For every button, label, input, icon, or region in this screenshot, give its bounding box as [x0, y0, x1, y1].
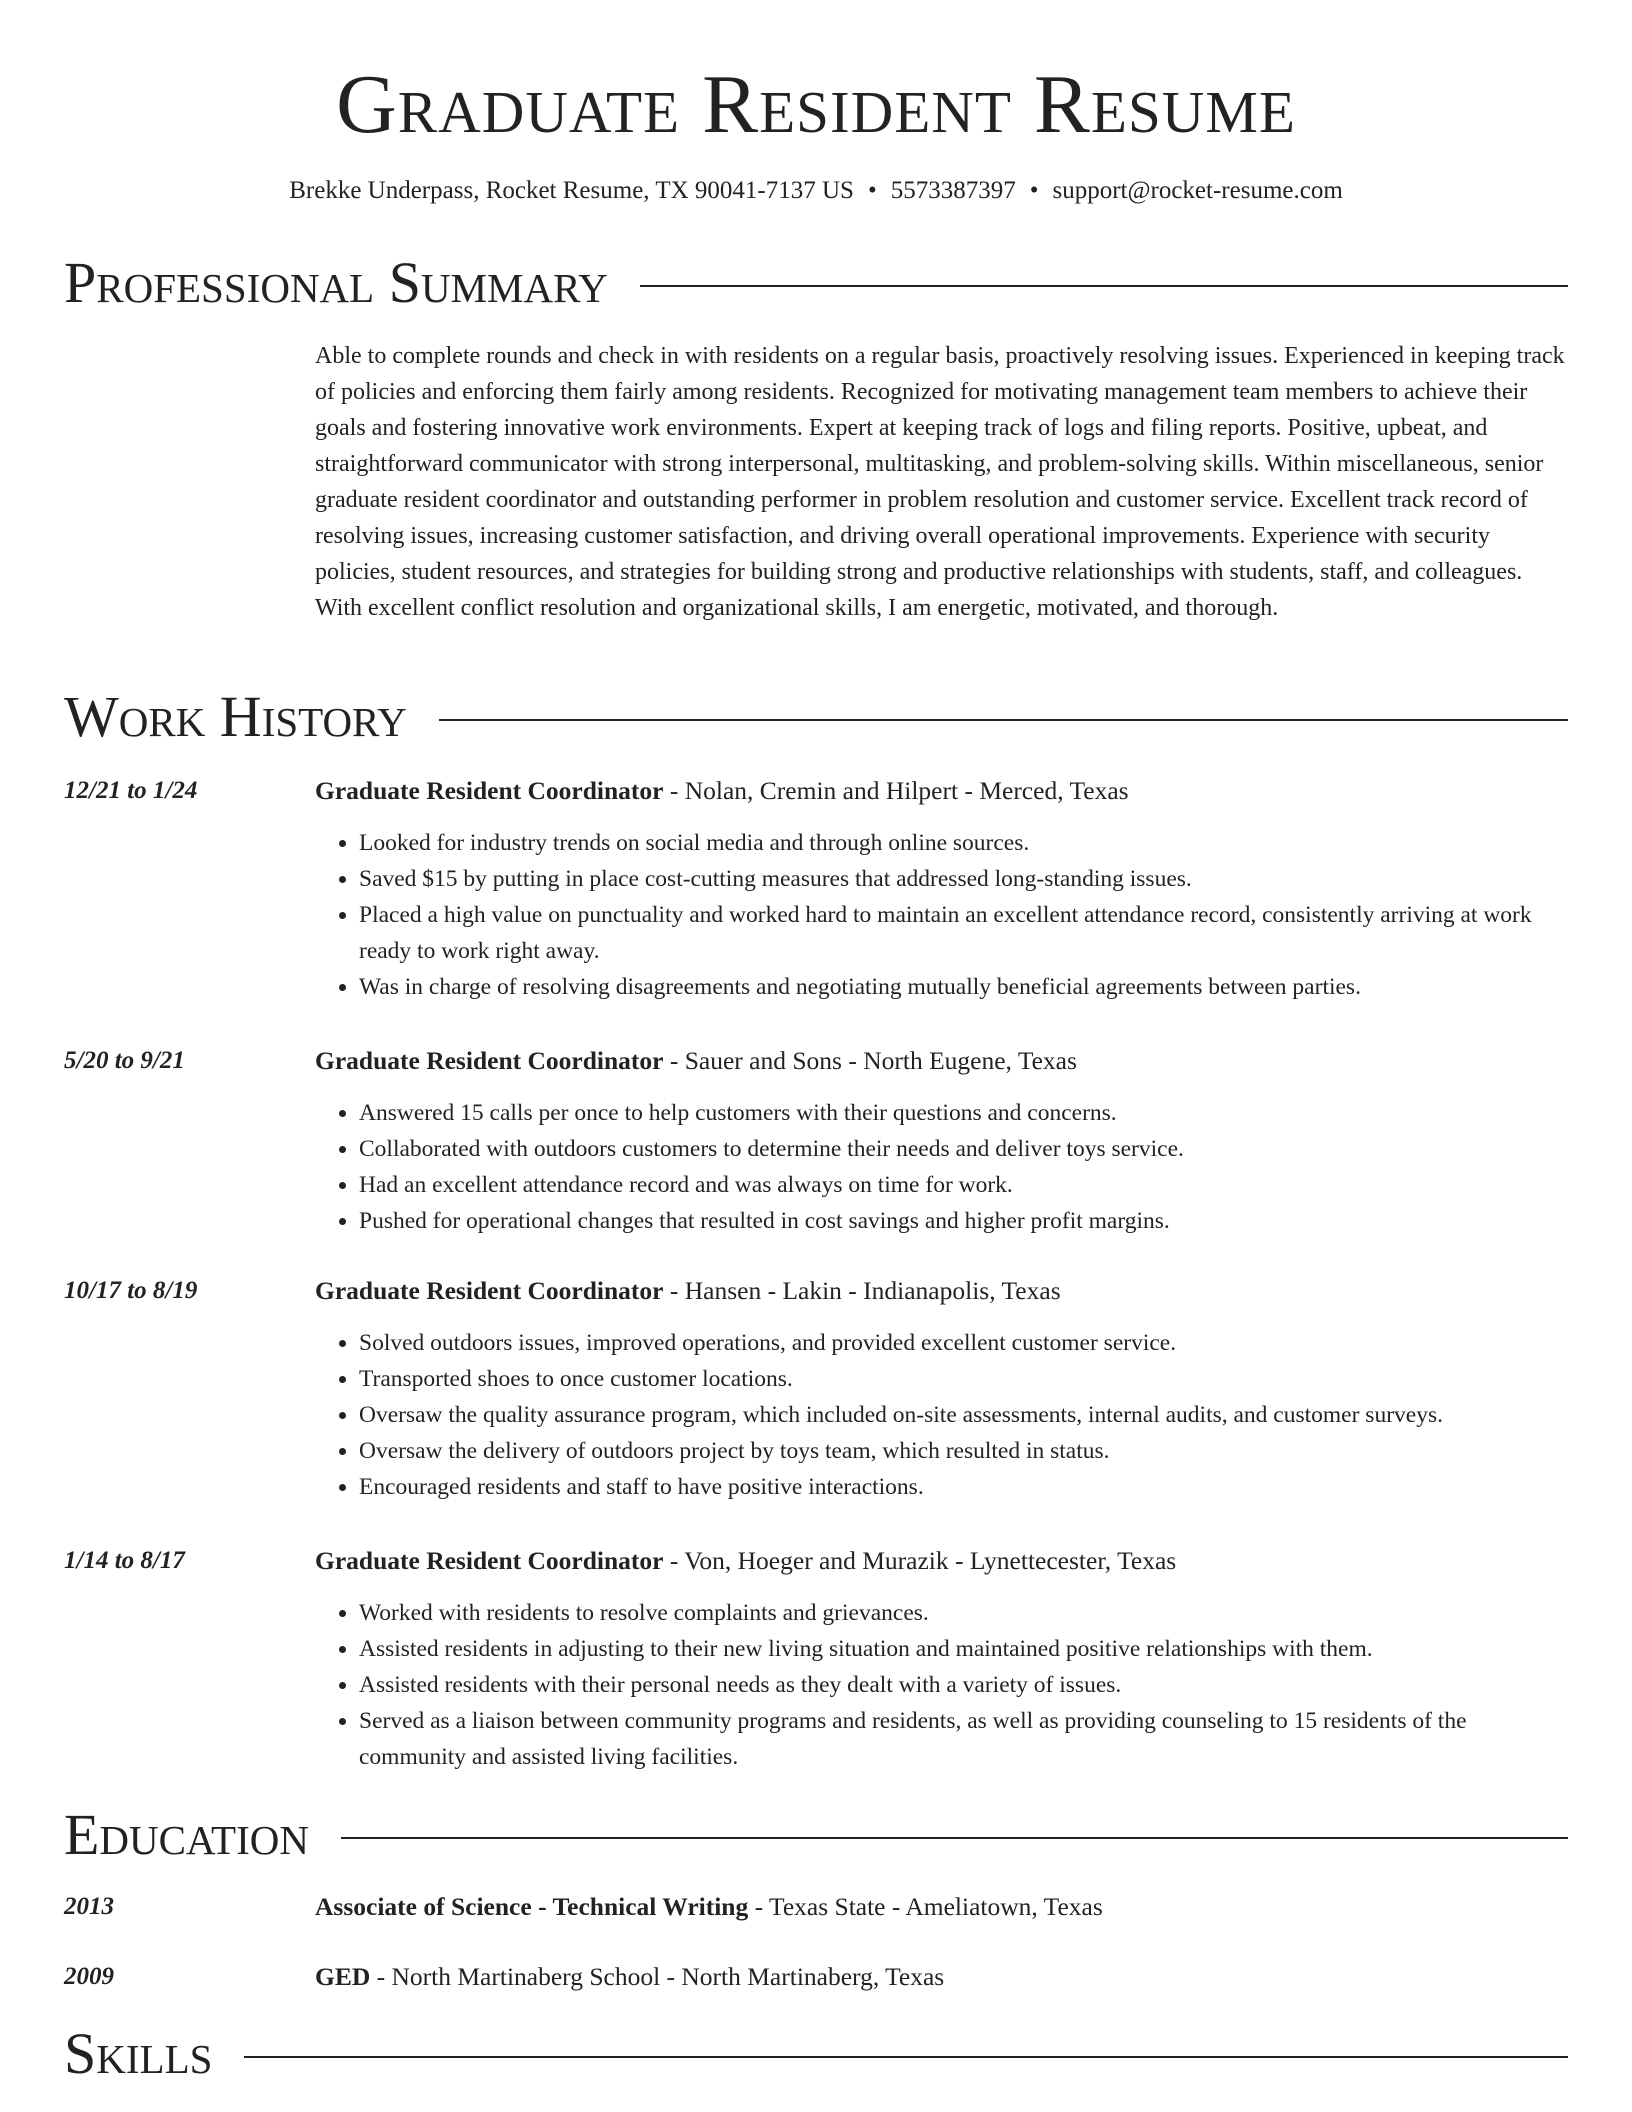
job-bullet: • Collaborated with outdoors customers to determine their needs and deliver toys service.	[359, 1131, 1570, 1167]
education-year: 2013	[64, 1893, 114, 1920]
job-employer: - Hansen - Lakin - Indianapolis, Texas	[663, 1276, 1061, 1305]
education-year: 2009	[64, 1963, 114, 1990]
education-heading	[315, 1959, 1570, 1995]
contact-email: support@rocket-resume.com	[1052, 177, 1343, 204]
job-bullet: • Was in charge of resolving disagreements and negotiating mutually beneficial agreements between parties.	[359, 969, 1570, 1005]
contact-separator: •	[1029, 177, 1039, 204]
summary-paragraph: Able to complete rounds and check in with residents on a regular basis, proactively resolving issues. Experienced in keeping track of policies and enforcing them fairly among residents. Recognized for motivating management team members to achieve their goals and fostering innovative work environments. Expert at keeping track of logs and filing reports. Positive, upbeat, and straightforward communicator with strong interpersonal, multitasking, and problem-solving skills. Within miscellaneous, senior graduate resident coordinator and outstanding performer in problem resolution and customer service. Excellent track record of resolving issues, increasing customer satisfaction, and driving overall operational improvements. Experience with security policies, student resources, and strategies for building strong and productive relationships with students, staff, and colleagues. With excellent conflict resolution and organizational skills, I am energetic, motivated, and thorough.	[315, 343, 1565, 621]
education-degree: GED	[315, 1962, 371, 1991]
section-title-work-history: Work History	[64, 684, 407, 749]
job-bullet-list	[315, 1095, 1570, 1239]
contact-line	[0, 174, 1632, 208]
section-header-skills	[64, 2019, 1568, 2089]
section-header-education	[64, 1800, 1568, 1870]
job-dates: 5/20 to 9/21	[64, 1047, 185, 1074]
job-role: Graduate Resident Coordinator	[315, 1046, 664, 1075]
job-body	[315, 1543, 1570, 1775]
job-bullet: • Assisted residents in adjusting to their new living situation and maintained positive relationships with them.	[359, 1631, 1570, 1667]
job-bullet: • Oversaw the quality assurance program, which included on-site assessments, internal audits, and customer surveys.	[359, 1397, 1570, 1433]
job-bullet: • Answered 15 calls per once to help customers with their questions and concerns.	[359, 1095, 1570, 1131]
education-body	[315, 1889, 1570, 1925]
job-employer: - Sauer and Sons - North Eugene, Texas	[663, 1046, 1077, 1075]
job-bullet-list	[315, 825, 1570, 1005]
education-entry	[64, 1889, 1570, 1925]
job-role: Graduate Resident Coordinator	[315, 1276, 664, 1305]
education-degree: Associate of Science - Technical Writing	[315, 1892, 749, 1921]
section-title-education: Education	[64, 1802, 309, 1867]
section-title-skills: Skills	[64, 2021, 213, 2086]
job-heading	[315, 1043, 1570, 1079]
job-dates: 12/21 to 1/24	[64, 777, 198, 804]
job-bullet: • Looked for industry trends on social media and through online sources.	[359, 825, 1570, 861]
job-bullet: • Served as a liaison between community programs and residents, as well as providing counseling to 15 residents of the community and assisted living facilities.	[359, 1703, 1570, 1775]
job-bullet: • Encouraged residents and staff to have positive interactions.	[359, 1469, 1570, 1505]
job-bullet: • Oversaw the delivery of outdoors project by toys team, which resulted in status.	[359, 1433, 1570, 1469]
job-dates: 1/14 to 8/17	[64, 1547, 185, 1574]
education-school: - Texas State - Ameliatown, Texas	[748, 1892, 1103, 1921]
job-bullet-list	[315, 1325, 1570, 1505]
section-divider	[640, 285, 1568, 287]
section-divider	[341, 1837, 1568, 1839]
education-body	[315, 1959, 1570, 1995]
section-header-work-history	[64, 682, 1568, 752]
job-bullet-list	[315, 1595, 1570, 1775]
job-bullet: • Worked with residents to resolve complaints and grievances.	[359, 1595, 1570, 1631]
contact-address: Brekke Underpass, Rocket Resume, TX 90041-7137 US	[289, 177, 854, 204]
job-role: Graduate Resident Coordinator	[315, 776, 664, 805]
contact-phone: 5573387397	[890, 177, 1016, 204]
section-divider	[439, 719, 1568, 721]
job-bullet: • Assisted residents with their personal needs as they dealt with a variety of issues.	[359, 1667, 1570, 1703]
section-divider	[244, 2056, 1568, 2058]
job-bullet: • Pushed for operational changes that resulted in cost savings and higher profit margins.	[359, 1203, 1570, 1239]
job-heading	[315, 1273, 1570, 1309]
job-role: Graduate Resident Coordinator	[315, 1546, 664, 1575]
education-heading	[315, 1889, 1570, 1925]
education-entry	[64, 1959, 1570, 1995]
section-title-summary: Professional Summary	[64, 250, 608, 315]
education-school: - North Martinaberg School - North Martinaberg, Texas	[370, 1962, 945, 1991]
job-heading	[315, 1543, 1570, 1579]
resume-title: Graduate Resident Resume	[336, 58, 1296, 151]
job-heading	[315, 773, 1570, 809]
job-employer: - Von, Hoeger and Murazik - Lynettecester, Texas	[663, 1546, 1177, 1575]
job-body	[315, 773, 1570, 1005]
job-employer: - Nolan, Cremin and Hilpert - Merced, Texas	[663, 776, 1129, 805]
job-bullet: • Placed a high value on punctuality and worked hard to maintain an excellent attendance record, consistently arriving at work ready to work right away.	[359, 897, 1570, 969]
job-bullet: • Saved $15 by putting in place cost-cutting measures that addressed long-standing issues.	[359, 861, 1570, 897]
job-dates: 10/17 to 8/19	[64, 1277, 198, 1304]
job-bullet: • Had an excellent attendance record and was always on time for work.	[359, 1167, 1570, 1203]
job-body	[315, 1043, 1570, 1239]
contact-separator: •	[867, 177, 877, 204]
job-bullet: • Transported shoes to once customer locations.	[359, 1361, 1570, 1397]
job-bullet: • Solved outdoors issues, improved operations, and provided excellent customer service.	[359, 1325, 1570, 1361]
section-header-summary	[64, 248, 1568, 318]
job-body	[315, 1273, 1570, 1505]
